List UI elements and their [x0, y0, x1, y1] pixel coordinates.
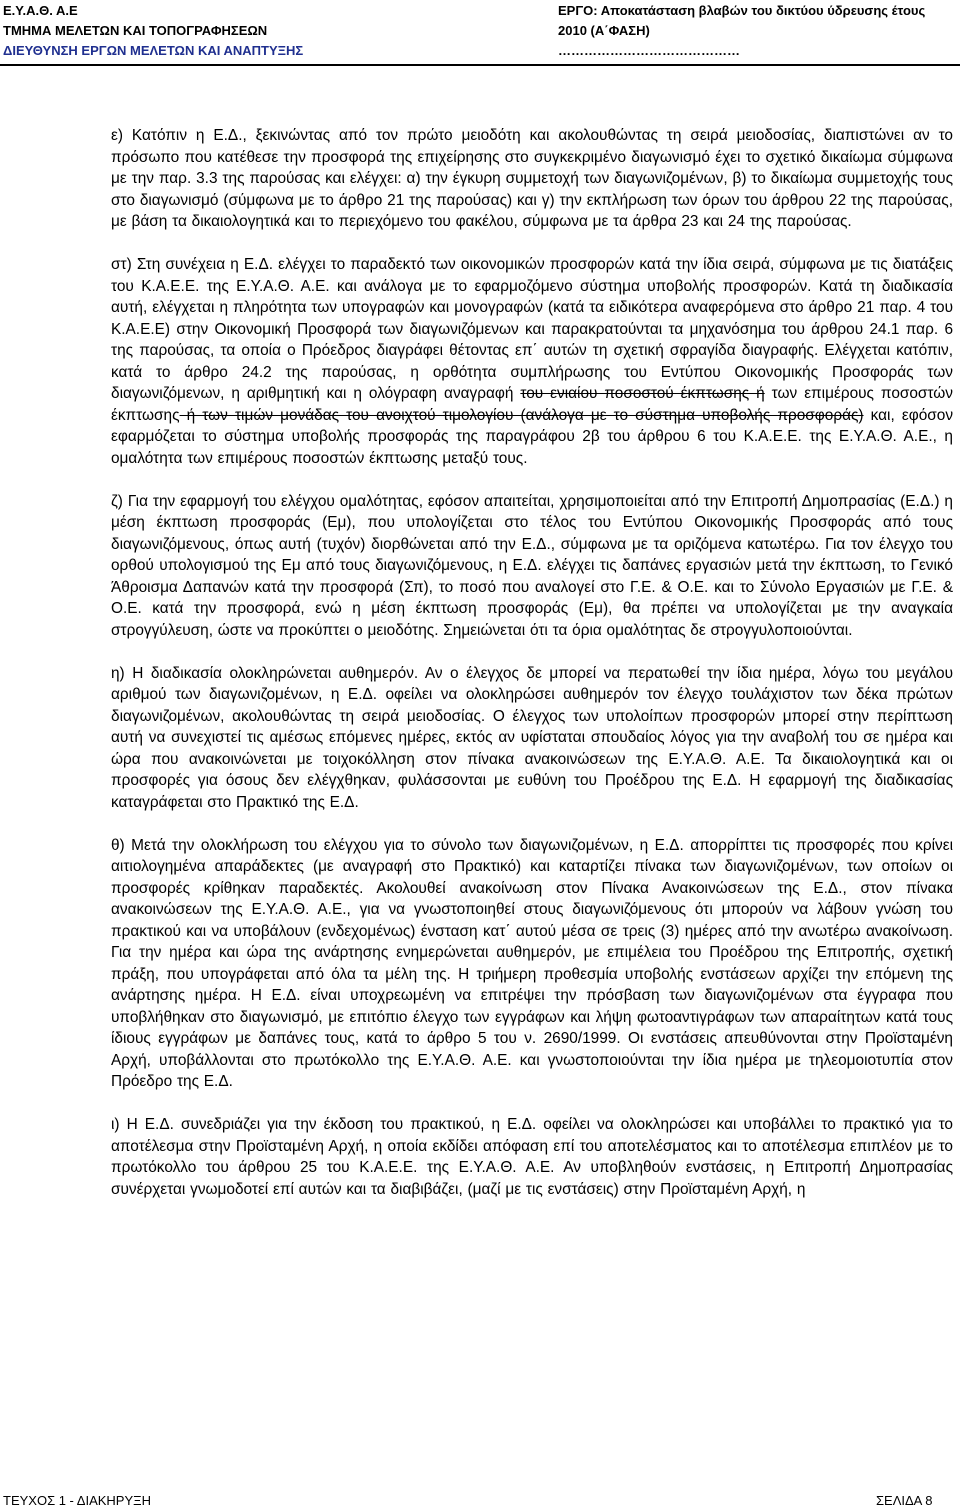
header-department: ΤΜΗΜΑ ΜΕΛΕΤΩΝ ΚΑΙ ΤΟΠΟΓΡΑΦΗΣΕΩΝ — [3, 23, 268, 38]
paragraph-st-strikethrough-2: ή των τιμών μονάδας του ανοιχτού τιμολογίου (ανάλογα με το σύστημα υποβολής προσφοράς) — [179, 406, 864, 424]
paragraph-st-strikethrough-1: του ενιαίου ποσοστού έκπτωσης ή — [520, 385, 765, 402]
header-organization: Ε.Υ.Α.Θ. Α.Ε — [3, 3, 78, 18]
paragraph-z: ζ) Για την εφαρμογή του ελέγχου ομαλότητας, εφόσον απαιτείται, χρησιμοποιείται από την Επιτροπή Δημοπρασίας (Ε.Δ.) η μέση έκπτωση προσφοράς (Εμ), που υπολογίζεται στο τέλος του Εντύπου Οικονομικής Προσφοράς από τους διαγωνιζόμενους, όπως αυτή (τυχόν) διορθώνεται από την Ε.Δ., σύμφωνα με τα οριζόμενα κατωτέρω. Για τον έλεγχο του ορθού υπολογισμού της Εμ από τους διαγωνιζόμενους, η Ε.Δ. ελέγχει τις δαπάνες εργασιών μετά την έκπτωση, το Γενικό Άθροισμα Δαπανών κατά την προσφορά (Σπ), το ποσό που αναλογεί στο Γ.Ε. & Ο.Ε. και το Σύνολο Εργασιών με Γ.Ε. & Ο.Ε. κατά την προσφορά, ενώ η μέση έκπτωση προσφοράς (Εμ), θα πρέπει να υπολογίζεται με την αναγκαία στρογγύλευση, ώστε να προκύπτει ο μειοδότης. Σημειώνεται ότι τα όρια ομαλότητας δε στρογγυλοποιούνται. — [111, 492, 953, 639]
header-project-title: ΕΡΓΟ: Αποκατάσταση βλαβών του δικτύου ύδρευσης έτους — [558, 3, 926, 18]
paragraph-st-text-c: και, εφόσον εφαρμόζεται το σύστημα υποβολής προσφοράς της παραγράφου 2β του άρθρου 6 του Κ.Α.Ε.Ε. της Ε.Υ.Α.Θ. Α.Ε., η ομαλότητα των επιμέρους ποσοστών έκπτωσης μεταξύ τους. — [111, 406, 954, 467]
document-body — [111, 125, 953, 1200]
paragraph-e: ε) Κατόπιν η Ε.Δ., ξεκινώντας από τον πρώτο μειοδότη και ακολουθώντας τη σειρά μειοδοσίας, διαπιστώνει αν το πρόσωπο που κατέθεσε την προσφορά της επιχείρησης στο συγκεκριμένο διαγωνισμό έχει το σχετικό δικαίωμα σύμφωνα με την παρ. 3.3 της παρούσας και ελέγχει: α) την έγκυρη συμμετοχή των διαγωνιζομένων, β) το δικαίωμα συμμετοχής τους στο διαγωνισμό (σύμφωνα με το άρθρο 21 της παρούσας) και γ) την εκπλήρωση των όρων του άρθρου 22 της παρούσας, με βάση τα δικαιολογητικά και το περιεχόμενο του φακέλου, σύμφωνα με τα άρθρα 23 και 24 της παρούσας. — [111, 127, 953, 230]
footer-volume: ΤΕΥΧΟΣ 1 - ΔΙΑΚΗΡΥΞΗ — [3, 1493, 151, 1508]
paragraph-st — [111, 254, 953, 469]
paragraph-iota: ι) Η Ε.Δ. συνεδριάζει για την έκδοση του πρακτικού, η Ε.Δ. οφείλει να ολοκληρώσει και υποβάλλει το πρακτικό για το αποτέλεσμα στην Προϊσταμένη Αρχή, η οποία εκδίδει απόφαση επί του αποτελέσματος και το αποτέλεσμα επιπλέον με το πρωτόκολλο του άρθρου 25 του Κ.Α.Ε.Ε. της Ε.Υ.Α.Θ. Α.Ε. Αν υποβληθούν ενστάσεις, η Επιτροπή Δημοπρασίας συνέρχεται γνωμοδοτεί επί αυτών και τα διαβιβάζει, (μαζί με τις ενστάσεις) στην Προϊσταμένη Αρχή, η — [111, 1116, 953, 1198]
header-directorate: ΔΙΕΥΘΥΝΣΗ ΕΡΓΩΝ ΜΕΛΕΤΩΝ ΚΑΙ ΑΝΑΠΤΥΞΗΣ — [3, 43, 304, 58]
paragraph-i: η) Η διαδικασία ολοκληρώνεται αυθημερόν. Αν ο έλεγχος δε μπορεί να περατωθεί την ίδια ημέρα, λόγω του μεγάλου αριθμού των διαγωνιζομένων, η Ε.Δ. οφείλει να ολοκληρώσει αυθημερόν τον έλεγχο τουλάχιστον των δέκα πρώτων διαγωνιζομένων, ακολουθώντας τη σειρά μειοδοσίας. Ο έλεγχος των υπολοίπων προσφορών μπορεί στην περίπτωση αυτή να συνεχιστεί τις αμέσως επόμενες ημέρες, εκτός αν υφίσταται σπουδαίος λόγος για την αναβολή του σε ημέρα και ώρα που ανακοινώνεται με τοιχοκόλληση στον πίνακα ανακοινώσεων της Ε.Υ.Α.Θ. Α.Ε. Τα δικαιολογητικά και οι προσφορές για όσους δεν ελέγχθηκαν, φυλάσσονται με ευθύνη του Προέδρου της Ε.Δ. Η εφαρμογή της διαδικασίας καταγράφεται στο Πρακτικό της Ε.Δ. — [111, 664, 953, 811]
header-divider — [0, 64, 960, 66]
paragraph-st-text-a: στ) Στη συνέχεια η Ε.Δ. ελέγχει το παραδεκτό των οικονομικών προσφορών κατά την ίδια σειρά, σύμφωνα με τις διατάξεις του Κ.Α.Ε.Ε. της Ε.Υ.Α.Θ. Α.Ε. και ανάλογα με το εφαρμοζόμενο σύστημα υποβολής προσφορών. Κατά τη διαδικασία αυτή, ελέγχεται η πληρότητα των υπογραφών και μονογραφών (κατά τα ειδικότερα αναφερόμενα στο άρθρο 21 παρ. 4 του Κ.Α.Ε.Ε) στην Οικονομική Προσφορά των διαγωνιζόμενων και παρακρατούνται τα μηχανόσημα του άρθρου 24.1 παρ. 6 της παρούσας, τα οποία ο Πρόεδρος διαγράφει θέτοντας επ΄ αυτών τη σχετική σφραγίδα διαγραφής. Ελέγχεται κατόπιν, κατά το άρθρο 24.2 της παρούσας, η ορθότητα συμπλήρωσης του Εντύπου Οικονομικής Προσφοράς των διαγωνιζόμενων, η αριθμητική και η ολόγραφη αναγραφή — [111, 256, 953, 402]
paragraph-st-text-b: των επιμέρους ποσοστών έκπτωσης — [111, 385, 954, 424]
header-project-phase: 2010 (Α΄ΦΑΣΗ) — [558, 23, 650, 38]
paragraph-th: θ) Μετά την ολοκλήρωση του ελέγχου για το σύνολο των διαγωνιζομένων, η Ε.Δ. απορρίπτει τις προσφορές που κρίνει αιτιολογημένα απαράδεκτες (με αναγραφή στο Πρακτικό) και καταρτίζει πίνακα των διαγωνιζομένων, των οποίων οι προσφορές κρίθηκαν παραδεκτές. Ακολουθεί ανακοίνωση στον Πίνακα Ανακοινώσεων της Ε.Δ., στον πίνακα ανακοινώσεων της Ε.Υ.Α.Θ. Α.Ε., για να γνωστοποιηθεί στους διαγωνιζόμενους ότι μπορούν να λάβουν γνώση του πρακτικού και να υποβάλουν (ενδεχομένως) ένσταση κατ΄ αυτού μέσα σε τρεις (3) ημέρες από την ανωτέρω ανακοίνωση. Για την ημέρα και ώρα της ανάρτησης ενημερώνεται αυθημερόν, με επιμέλεια του Προέδρου της Επιτροπής, σχετική πράξη, που υπογράφεται από όλα τα μέλη της. Η τριήμερη προθεσμία υποβολής ενστάσεων αρχίζει την επόμενη της ανάρτησης ημέρα. Η Ε.Δ. είναι υποχρεωμένη να επιτρέψει την πρόσβαση των διαγωνιζομένων στα έγγραφα που υποβλήθηκαν στο διαγωνισμό, με επιτόπιο έλεγχο των εγγράφων και λήψη φωτοαντιγράφων των απαραίτητων κατά τους ίδιους εγγράφων με δαπάνες τους, κατά το άρθρο 5 του ν. 2690/1999. Οι ενστάσεις απευθύνονται στην Προϊσταμένη Αρχή, υποβάλλονται στο πρωτόκολλο της Ε.Υ.Α.Θ. Α.Ε. και γνωστοποιούνται την ίδια ημέρα με τηλεομοιοτυπία στον Πρόεδρο της Ε.Δ. — [111, 836, 953, 1090]
footer-page-number: ΣΕΛΙΔΑ 8 — [876, 1493, 933, 1508]
header-project-dots: …………………………………… — [558, 43, 740, 58]
